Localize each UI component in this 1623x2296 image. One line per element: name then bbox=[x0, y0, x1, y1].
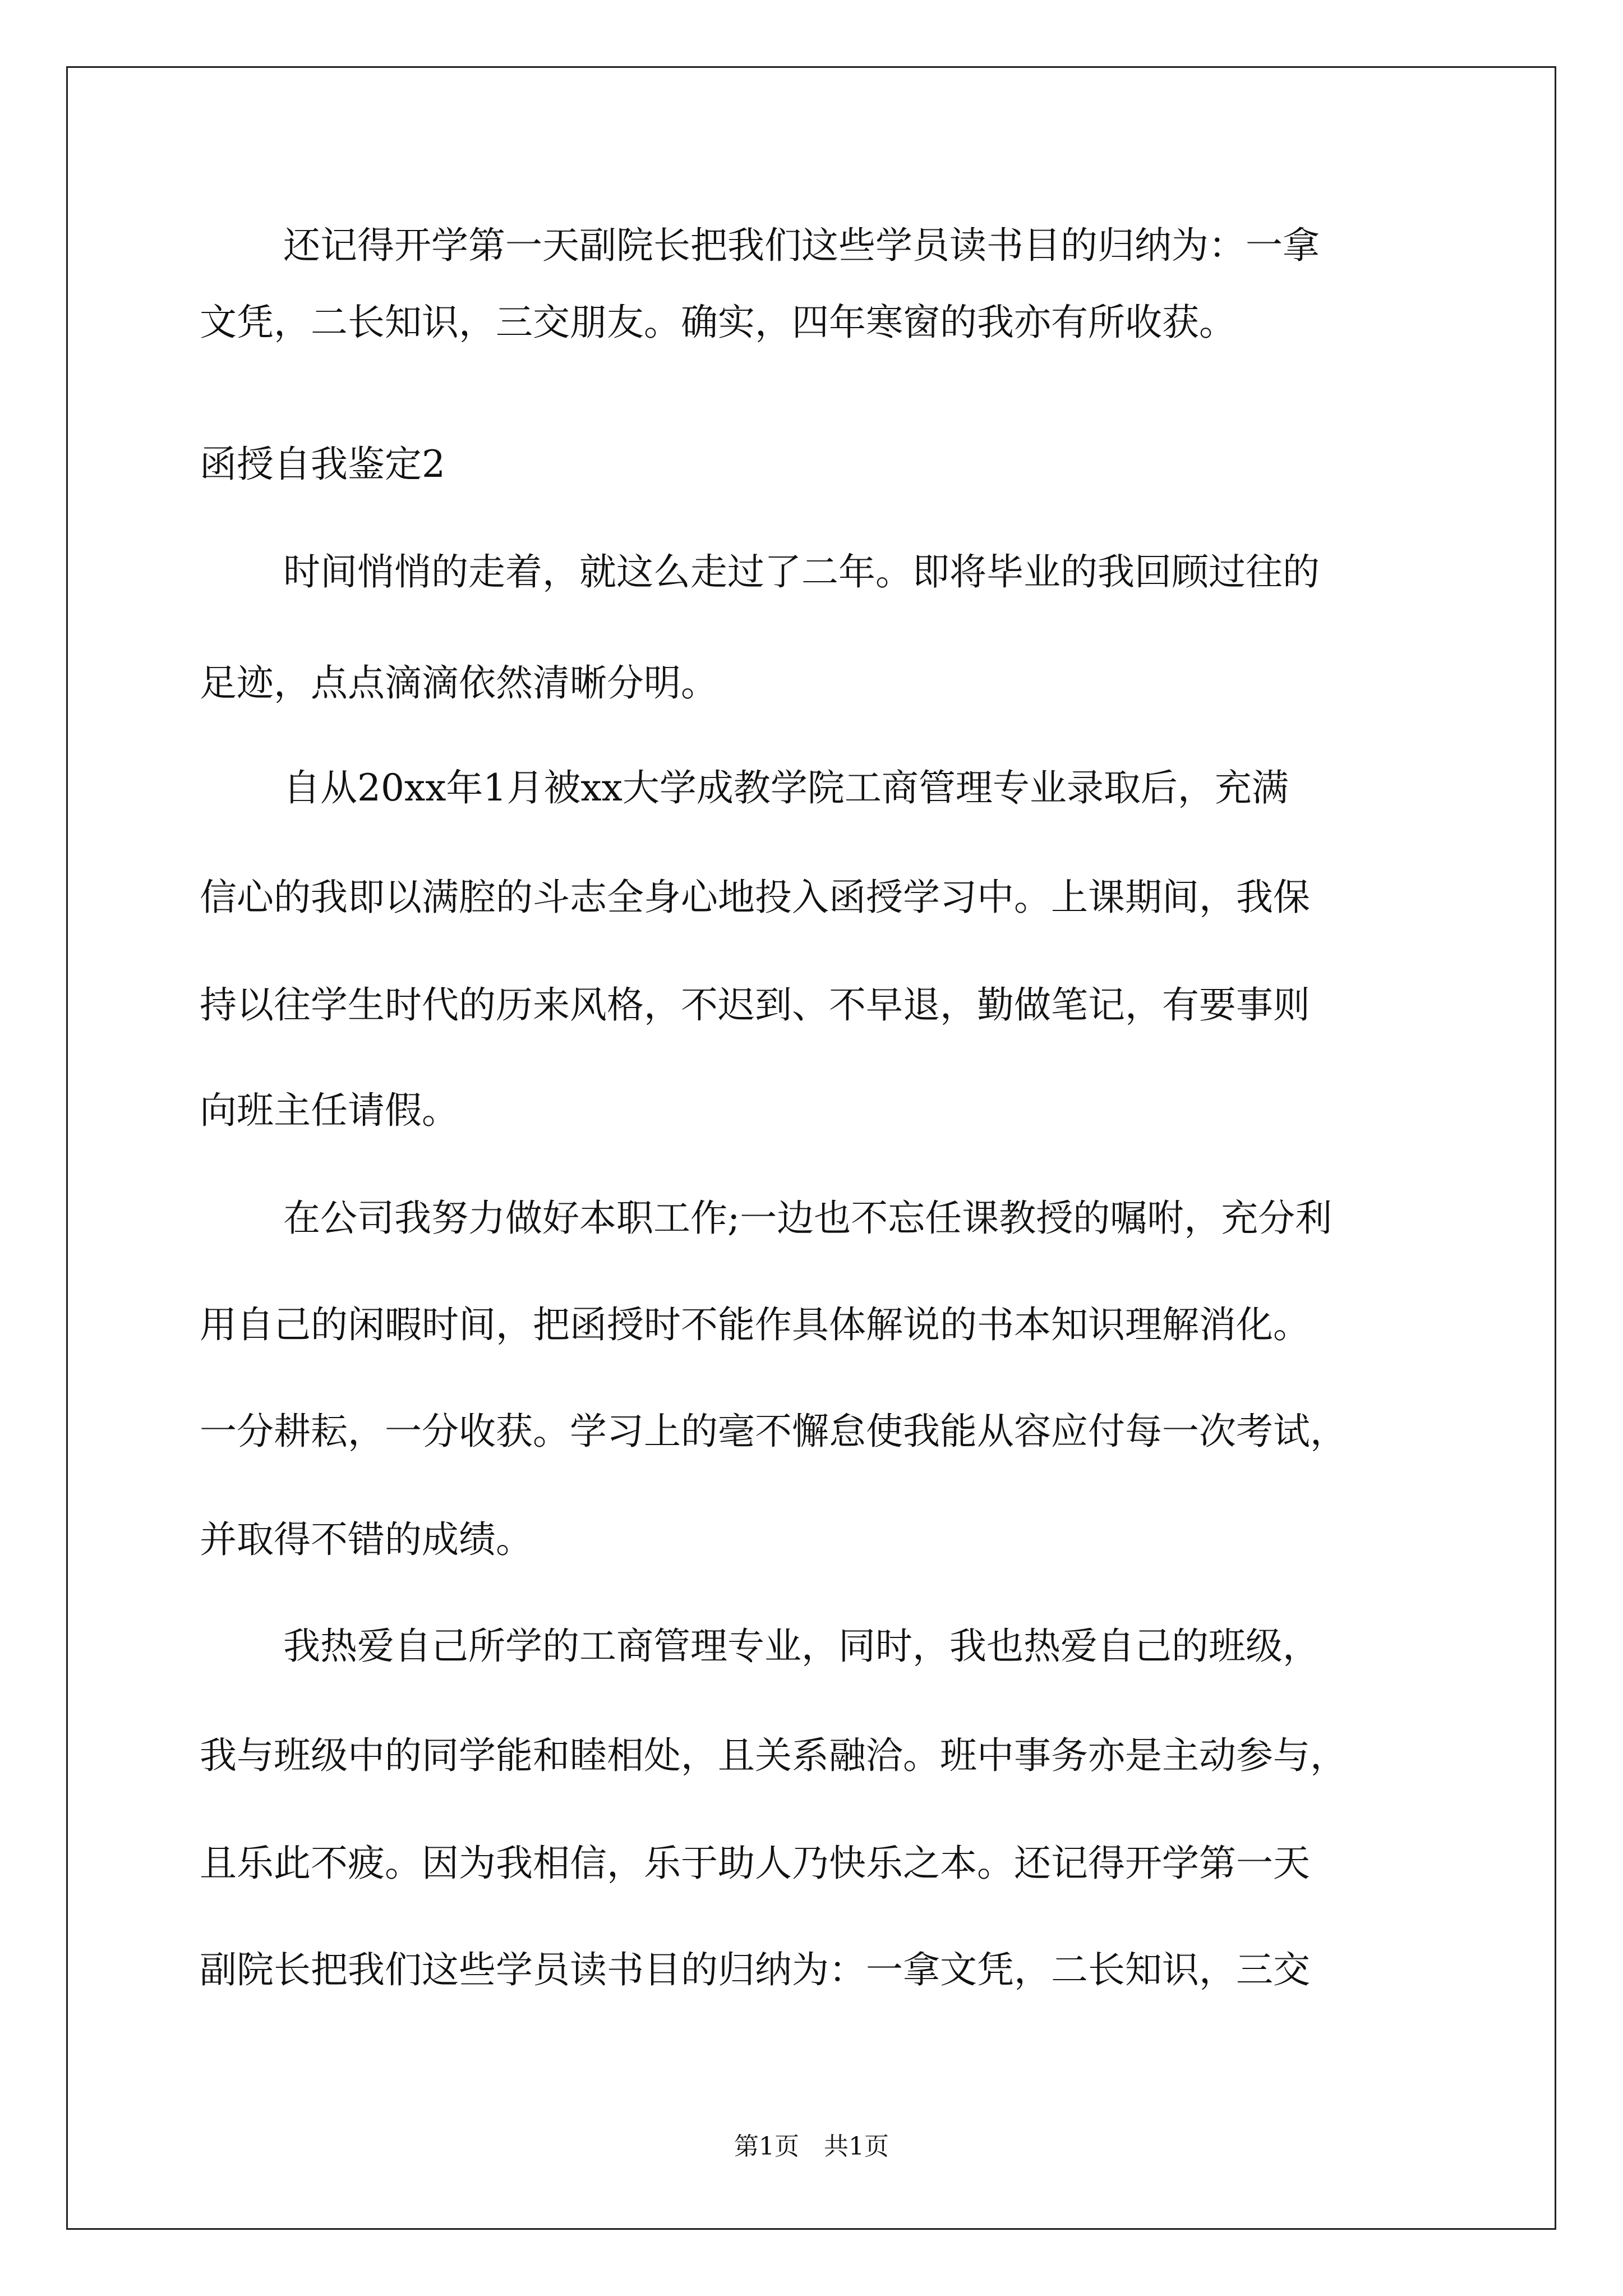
paragraph-line: 时间悄悄的走着，就这么走过了二年。即将毕业的我回顾过往的 bbox=[283, 550, 1320, 593]
paragraph-line: 还记得开学第一天副院长把我们这些学员读书目的归纳为：一拿 bbox=[283, 224, 1320, 267]
paragraph-line: 在公司我努力做好本职工作;一边也不忘任课教授的嘱咐，充分利 bbox=[283, 1197, 1332, 1240]
paragraph-line: 并取得不错的成绩。 bbox=[200, 1518, 533, 1561]
paragraph-line: 信心的我即以满腔的斗志全身心地投入函授学习中。上课期间，我保 bbox=[200, 876, 1310, 919]
paragraph-line: 持以往学生时代的历来风格，不迟到、不早退，勤做笔记，有要事则 bbox=[200, 983, 1310, 1027]
paragraph-line: 用自己的闲暇时间，把函授时不能作具体解说的书本知识理解消化。 bbox=[200, 1303, 1310, 1346]
paragraph-line: 副院长把我们这些学员读书目的归纳为：一拿文凭，二长知识，三交 bbox=[200, 1948, 1310, 1991]
page-number-footer: 第1页 共1页 bbox=[734, 2132, 889, 2161]
paragraph-line: 足迹，点点滴滴依然清晰分明。 bbox=[200, 661, 718, 705]
paragraph-line: 我与班级中的同学能和睦相处，且关系融洽。班中事务亦是主动参与， bbox=[200, 1734, 1347, 1777]
paragraph-line: 自从20xx年1月被xx大学成教学院工商管理专业录取后，充满 bbox=[283, 766, 1289, 809]
paragraph-line: 且乐此不疲。因为我相信，乐于助人乃快乐之本。还记得开学第一天 bbox=[200, 1842, 1310, 1885]
paragraph-line: 一分耕耘，一分收获。学习上的毫不懈怠使我能从容应付每一次考试， bbox=[200, 1410, 1347, 1453]
paragraph-line: 向班主任请假。 bbox=[200, 1089, 459, 1132]
paragraph-line: 我热爱自己所学的工商管理专业，同时，我也热爱自己的班级， bbox=[283, 1625, 1320, 1668]
page-border bbox=[66, 66, 1556, 2230]
paragraph-line: 文凭，二长知识，三交朋友。确实，四年寒窗的我亦有所收获。 bbox=[200, 301, 1236, 344]
section-heading: 函授自我鉴定2 bbox=[200, 443, 445, 486]
